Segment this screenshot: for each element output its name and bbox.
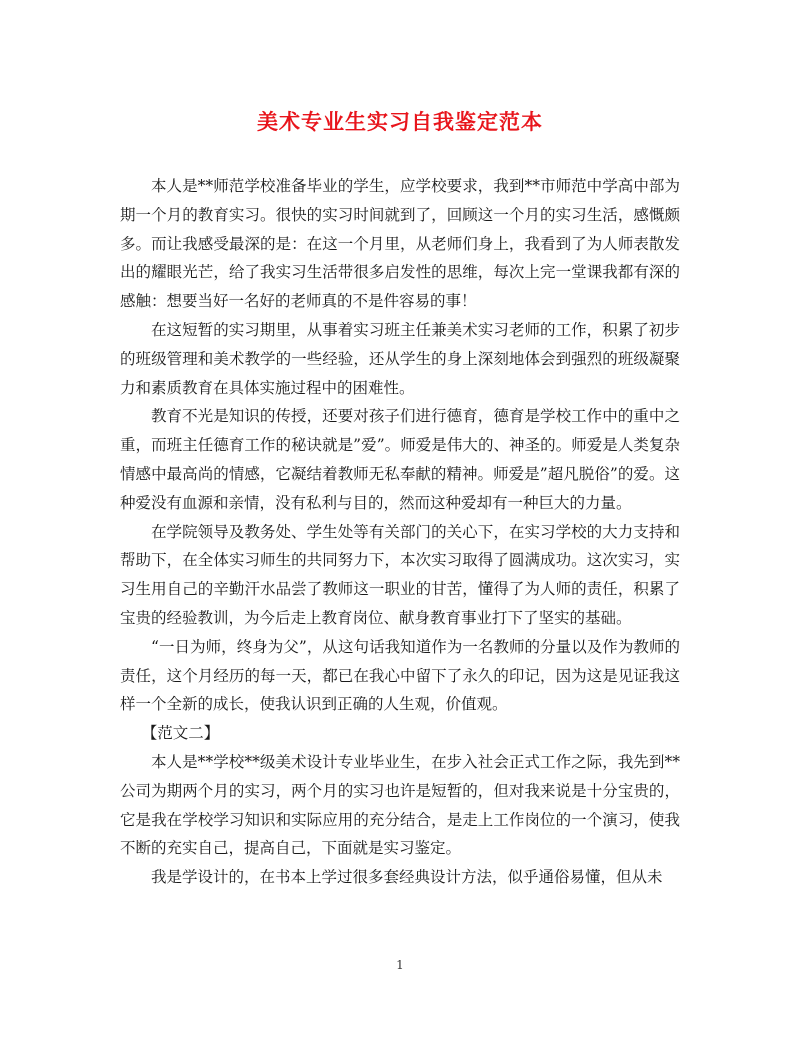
paragraph: 本人是**师范学校准备毕业的学生，应学校要求，我到**市师范中学高中部为期一个月的教育实习。很快的实习时间就到了，回顾这一个月的实习生活，感慨颇多。而让我感受最深的是：在这一个月里，从老师们身上，我看到了为人师表散发出的耀眼光芒，给了我实习生活带很多启发性的思维，每次上完一堂课我都有深的感触：想要当好一名好的老师真的不是件容易的事！ xyxy=(120,177,680,311)
section-heading: 【范文二】 xyxy=(141,724,220,743)
paragraph: 在这短暂的实习期里，从事着实习班主任兼美术实习老师的工作，积累了初步的班级管理和美术教学的一些经验，还从学生的身上深刻地体会到强烈的班级凝聚力和素质教育在具体实施过程中的困难性。 xyxy=(120,320,680,397)
document-title: 美术专业生实习自我鉴定范本 xyxy=(257,109,543,134)
paragraph: 本人是**学校**级美术设计专业毕业生，在步入社会正式工作之际，我先到**公司为期两个月的实习，两个月的实习也许是短暂的，但对我来说是十分宝贵的，它是我在学校学习知识和实际应用的充分结合，是走上工作岗位的一个演习，使我不断的充实自己，提高自己，下面就是实习鉴定。 xyxy=(120,752,680,858)
paragraph: 在学院领导及教务处、学生处等有关部门的关心下，在实习学校的大力支持和帮助下，在全体实习师生的共同努力下，本次实习取得了圆满成功。这次实习，实习生用自己的辛勤汗水品尝了教师这一职业的甘苦，懂得了为人师的责任，积累了宝贵的经验教训，为今后走上教育岗位、献身教育事业打下了坚实的基础。 xyxy=(120,522,680,627)
paragraph: “一日为师，终身为父”，从这句话我知道作为一名教师的分量以及作为教师的责任，这个月经历的每一天，都已在我心中留下了永久的印记，因为这是见证我这样一个全新的成长，使我认识到正确的人生观，价值观。 xyxy=(120,637,680,714)
page-number: 1 xyxy=(396,958,404,972)
paragraph: 我是学设计的，在书本上学过很多套经典设计方法，似乎通俗易懂，但从未 xyxy=(151,868,663,887)
document-body xyxy=(120,172,680,892)
paragraph: 教育不光是知识的传授，还要对孩子们进行德育，德育是学校工作中的重中之重，而班主任德育工作的秘诀就是”爱”。师爱是伟大的、神圣的。师爱是人类复杂情感中最高尚的情感，它凝结着教师无私奉献的精神。师爱是”超凡脱俗”的爱。这种爱没有血源和亲情，没有私利与目的，然而这种爱却有一种巨大的力量。 xyxy=(120,407,680,512)
